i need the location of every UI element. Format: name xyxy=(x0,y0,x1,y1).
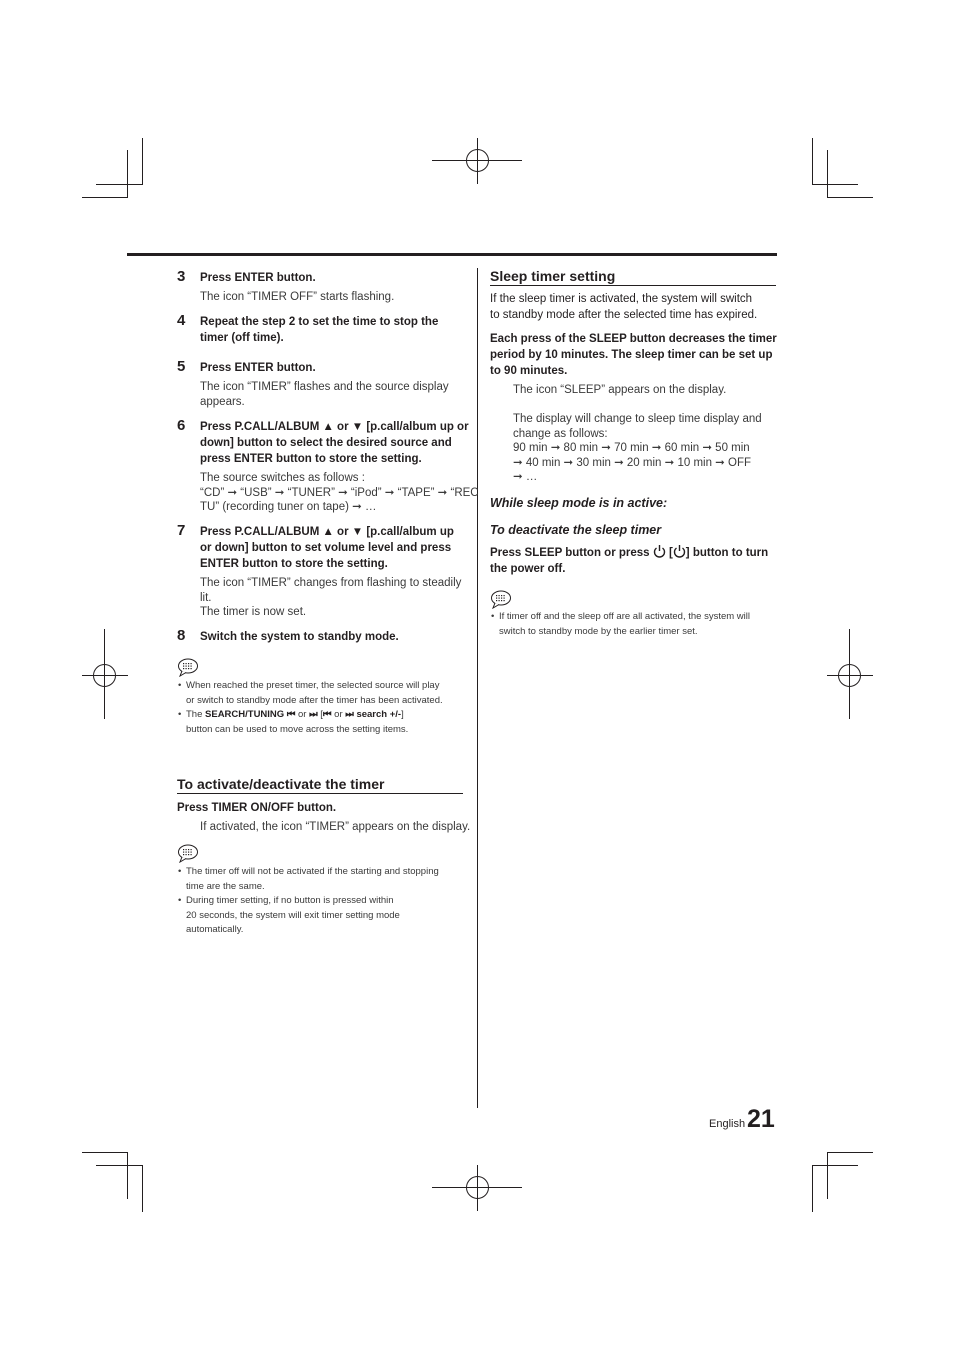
note-line: 20 seconds, the system will exit timer setting mode xyxy=(186,909,400,921)
column-divider xyxy=(477,268,478,1108)
header-rule xyxy=(127,253,777,256)
step-heading-line: press ENTER button to store the setting. xyxy=(200,453,422,465)
next-icon: ⏭ xyxy=(309,709,318,720)
note-line xyxy=(186,708,408,723)
instruction-text: Press SLEEP button or press xyxy=(490,547,653,559)
description: The icon “SLEEP” appears on the display. xyxy=(513,384,727,396)
step-heading-line: down] button to select the desired source and xyxy=(200,437,452,449)
search-tuning-label: SEARCH/TUNING ⏮ xyxy=(205,709,299,720)
step-heading-line: Press P.CALL/ALBUM ▲ or ▼ [p.call/album up xyxy=(200,526,454,538)
power-icon xyxy=(673,544,686,558)
step-description xyxy=(200,380,449,409)
step-description xyxy=(200,576,461,620)
bullet: • xyxy=(178,709,182,720)
description-line: The display will change to sleep time display and xyxy=(513,413,762,425)
intro-line: to standby mode after the selected time has expired. xyxy=(490,309,758,321)
step-number: 8 xyxy=(177,627,186,644)
note-line: or switch to standby mode after the timer has been activated. xyxy=(186,694,443,706)
step-heading xyxy=(200,360,316,376)
step-description-line: lit. xyxy=(200,591,212,604)
step-description-line: The timer is now set. xyxy=(200,606,307,618)
note-line: switch to standby mode by the earlier timer set. xyxy=(499,625,698,637)
instruction-text: ] button to turn xyxy=(685,547,769,559)
note-text: [ xyxy=(317,709,323,720)
step-number: 7 xyxy=(177,522,186,539)
step-heading-line: Press ENTER button. xyxy=(200,362,316,374)
description: If activated, the icon “TIMER” appears on the display. xyxy=(200,821,471,833)
note-item xyxy=(186,865,439,894)
step-number: 3 xyxy=(177,268,186,285)
note-item xyxy=(499,610,750,639)
instruction-line: the power off. xyxy=(490,563,566,575)
step-description-line: The icon “TIMER OFF” starts flashing. xyxy=(200,291,395,303)
step-number: 4 xyxy=(177,312,186,329)
step-heading-line: Repeat the step 2 to set the time to stop the xyxy=(200,316,439,328)
note-text: or xyxy=(331,709,346,720)
step-description-line: The icon “TIMER” changes from flashing to steadily xyxy=(200,577,462,589)
note-item xyxy=(186,679,443,708)
note-line: When reached the preset timer, the selected source will play xyxy=(186,680,440,691)
footer-language: English xyxy=(709,1118,746,1130)
note-icon xyxy=(177,657,199,677)
note-item xyxy=(186,708,408,737)
search-plus-minus-label: ⏭ search +/- xyxy=(345,709,402,720)
step-description xyxy=(200,290,394,305)
description-line: ➞ 40 min ➞ 30 min ➞ 20 min ➞ 10 min ➞ OFF xyxy=(513,456,751,469)
step-heading xyxy=(200,629,399,645)
step-heading xyxy=(200,524,454,572)
note-line: The timer off will not be activated if the starting and stopping xyxy=(186,866,439,877)
description-line: ➞ … xyxy=(513,471,538,483)
sleep-sequence xyxy=(513,412,762,485)
instruction-line: to 90 minutes. xyxy=(490,365,568,377)
step-heading-line: or down] button to set volume level and press xyxy=(200,542,452,554)
section-title: Sleep timer setting xyxy=(490,267,776,286)
previous-icon: ⏮ xyxy=(322,709,332,720)
instruction xyxy=(490,331,777,379)
step-description-line: “CD” ➞ “USB” ➞ “TUNER” ➞ “iPod” ➞ “TAPE” ➞ “REC xyxy=(200,486,479,499)
section-title: To activate/deactivate the timer xyxy=(177,775,463,794)
step-heading-line: timer (off time). xyxy=(200,332,284,344)
step-description-line: The source switches as follows : xyxy=(200,472,365,484)
bullet: • xyxy=(491,611,495,622)
instruction: Press TIMER ON/OFF button. xyxy=(177,802,337,814)
step-description-line: The icon “TIMER” flashes and the source display xyxy=(200,381,449,393)
subheading: To deactivate the sleep timer xyxy=(490,523,662,537)
intro xyxy=(490,291,757,323)
note-text: or xyxy=(298,709,310,720)
step-description-line: TU” (recording tuner on tape) ➞ … xyxy=(200,501,377,513)
note-text: The xyxy=(186,709,206,720)
instruction-line: Each press of the SLEEP button decreases the timer xyxy=(490,333,777,345)
step-number: 6 xyxy=(177,417,186,434)
note-line: If timer off and the sleep off are all activated, the system will xyxy=(499,611,750,622)
page-number: 21 xyxy=(747,1105,775,1133)
note-icon xyxy=(490,589,512,609)
instruction-line xyxy=(490,544,768,561)
deactivate-instruction xyxy=(490,544,768,577)
step-heading xyxy=(200,270,316,286)
bullet: • xyxy=(178,866,182,877)
step-heading xyxy=(200,314,438,346)
power-icon xyxy=(653,544,666,558)
description-line: change as follows: xyxy=(513,427,608,440)
note-item xyxy=(186,894,400,938)
note-line: button can be used to move across the setting items. xyxy=(186,723,409,735)
intro-line: If the sleep timer is activated, the system will switch xyxy=(490,293,753,305)
step-description-line: appears. xyxy=(200,395,245,408)
step-heading-line: Press P.CALL/ALBUM ▲ or ▼ [p.call/album up or xyxy=(200,421,469,433)
note-icon xyxy=(177,843,199,863)
description-line: 90 min ➞ 80 min ➞ 70 min ➞ 60 min ➞ 50 min xyxy=(513,442,750,454)
subheading: While sleep mode is in active: xyxy=(490,496,668,510)
step-heading-line: Press ENTER button. xyxy=(200,272,316,284)
step-heading xyxy=(200,419,469,467)
instruction-text: [ xyxy=(665,547,673,559)
bullet: • xyxy=(178,680,182,691)
note-line: During timer setting, if no button is pressed within xyxy=(186,895,394,906)
note-line: time are the same. xyxy=(186,880,265,892)
note-line: automatically. xyxy=(186,924,244,935)
step-number: 5 xyxy=(177,358,186,375)
step-heading-line: Switch the system to standby mode. xyxy=(200,631,399,643)
note-text: ] xyxy=(401,709,404,720)
bullet: • xyxy=(178,895,182,906)
instruction-line: period by 10 minutes. The sleep timer can be set up xyxy=(490,349,773,361)
step-description xyxy=(200,471,479,515)
step-heading-line: ENTER button to store the setting. xyxy=(200,558,388,570)
